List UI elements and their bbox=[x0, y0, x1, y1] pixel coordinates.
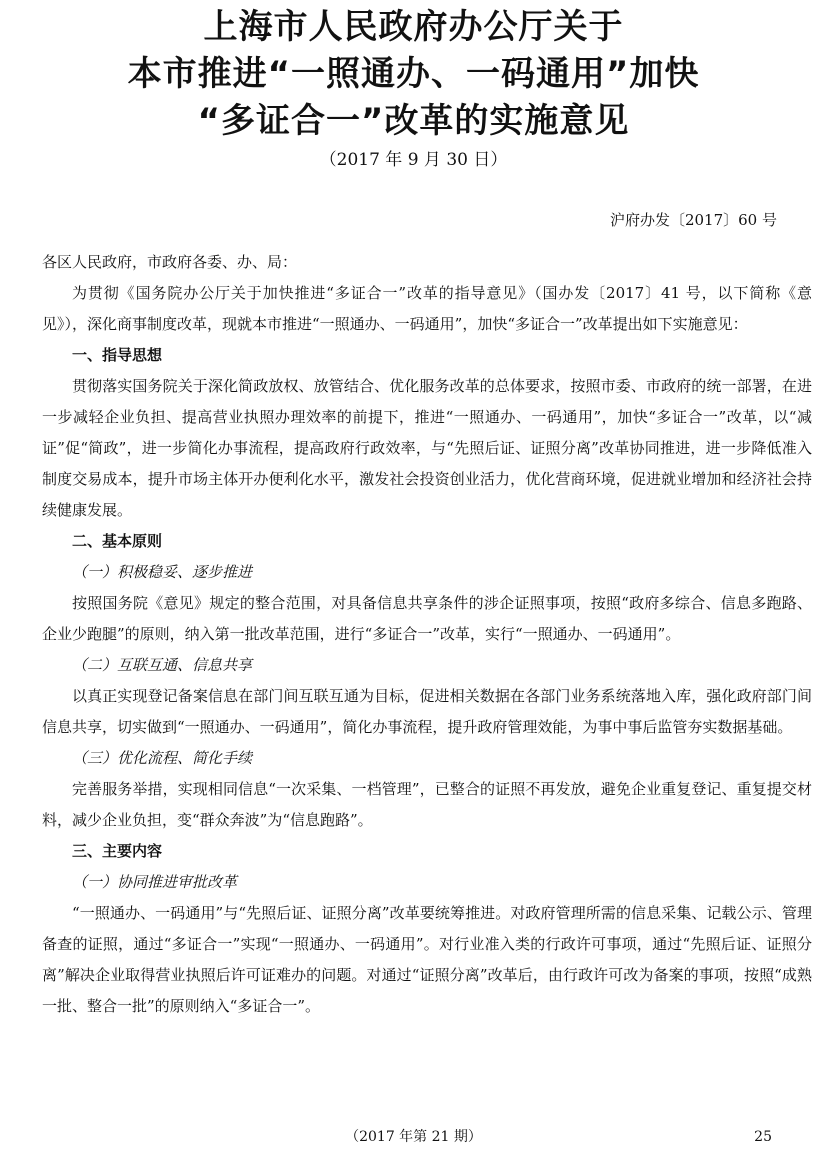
document-title-line-3: “多证合一”改革的实施意见 bbox=[197, 101, 630, 141]
page-number: 25 bbox=[754, 1129, 772, 1145]
subsection-3-1-paragraph: “一照通办、一码通用”与“先照后证、证照分离”改革要统筹推进。对政府管理所需的信息采集、记载公示、管理备查的证照，通过“多证合一”实现“一照通办、一码通用”。对行业准入类的行政许可事项，通过“先照后证、证照分离”解决企业取得营业执照后许可证难办的问题。对通过“证照分离”改革后，由行政许可改为备案的事项，按照“成熟一批、整合一批”的原则纳入“多证合一”。 bbox=[42, 904, 812, 1015]
subsection-heading-2-3: （三）优化流程、简化手续 bbox=[72, 749, 253, 767]
section-1-paragraph: 贯彻落实国务院关于深化简政放权、放管结合、优化服务改革的总体要求，按照市委、市政府的统一部署，在进一步减轻企业负担、提高营业执照办理效率的前提下，推进“一照通办、一码通用”，加快“多证合一”改革，以“减证”促“简政”，进一步简化办事流程，提高政府行政效率，与“先照后证、证照分离”改革协同推进，进一步降低准入制度交易成本，提升市场主体开办便利化水平，激发社会投资创业活力，优化营商环境，促进就业增加和经济社会持续健康发展。 bbox=[42, 377, 812, 519]
subsection-2-2-paragraph: 以真正实现登记备案信息在部门间互联互通为目标，促进相关数据在各部门业务系统落地入库，强化政府部门间信息共享，切实做到“一照通办、一码通用”，简化办事流程，提升政府管理效能，为事中事后监管夯实数据基础。 bbox=[42, 687, 812, 736]
section-heading-1: 一、指导思想 bbox=[72, 346, 163, 364]
subsection-heading-3-1: （一）协同推进审批改革 bbox=[72, 873, 238, 891]
subsection-2-3-paragraph: 完善服务举措，实现相同信息“一次采集、一档管理”，已整合的证照不再发放，避免企业重复登记、重复提交材料，减少企业负担，变“群众奔波”为“信息跑路”。 bbox=[42, 780, 812, 829]
section-heading-2: 二、基本原则 bbox=[72, 532, 163, 550]
document-body bbox=[42, 247, 812, 1022]
document-title-line-1: 上海市人民政府办公厅关于 bbox=[203, 7, 624, 47]
subsection-2-1-paragraph: 按照国务院《意见》规定的整合范围，对具备信息共享条件的涉企证照事项，按照“政府多综合、信息多跑路、企业少跑腿”的原则，纳入第一批改革范围，进行“多证合一”改革，实行“一照通办、一码通用”。 bbox=[42, 594, 812, 643]
subsection-heading-2-2: （二）互联互通、信息共享 bbox=[72, 656, 253, 674]
issue-date: （2017 年 9 月 30 日） bbox=[319, 150, 508, 170]
section-heading-3: 三、主要内容 bbox=[72, 842, 163, 860]
issue-footer: （2017 年第 21 期） bbox=[345, 1129, 482, 1145]
document-number: 沪府办发〔2017〕60 号 bbox=[609, 211, 777, 229]
addressee: 各区人民政府，市政府各委、办、局： bbox=[42, 253, 298, 271]
intro-paragraph: 为贯彻《国务院办公厅关于加快推进“多证合一”改革的指导意见》（国办发〔2017〕41 号，以下简称《意见》），深化商事制度改革，现就本市推进“一照通办、一码通用”，加快“多证合一”改革提出如下实施意见： bbox=[42, 284, 812, 333]
subsection-heading-2-1: （一）积极稳妥、逐步推进 bbox=[72, 563, 253, 581]
document-title-line-2: 本市推进“一照通办、一码通用”加快 bbox=[127, 54, 700, 94]
